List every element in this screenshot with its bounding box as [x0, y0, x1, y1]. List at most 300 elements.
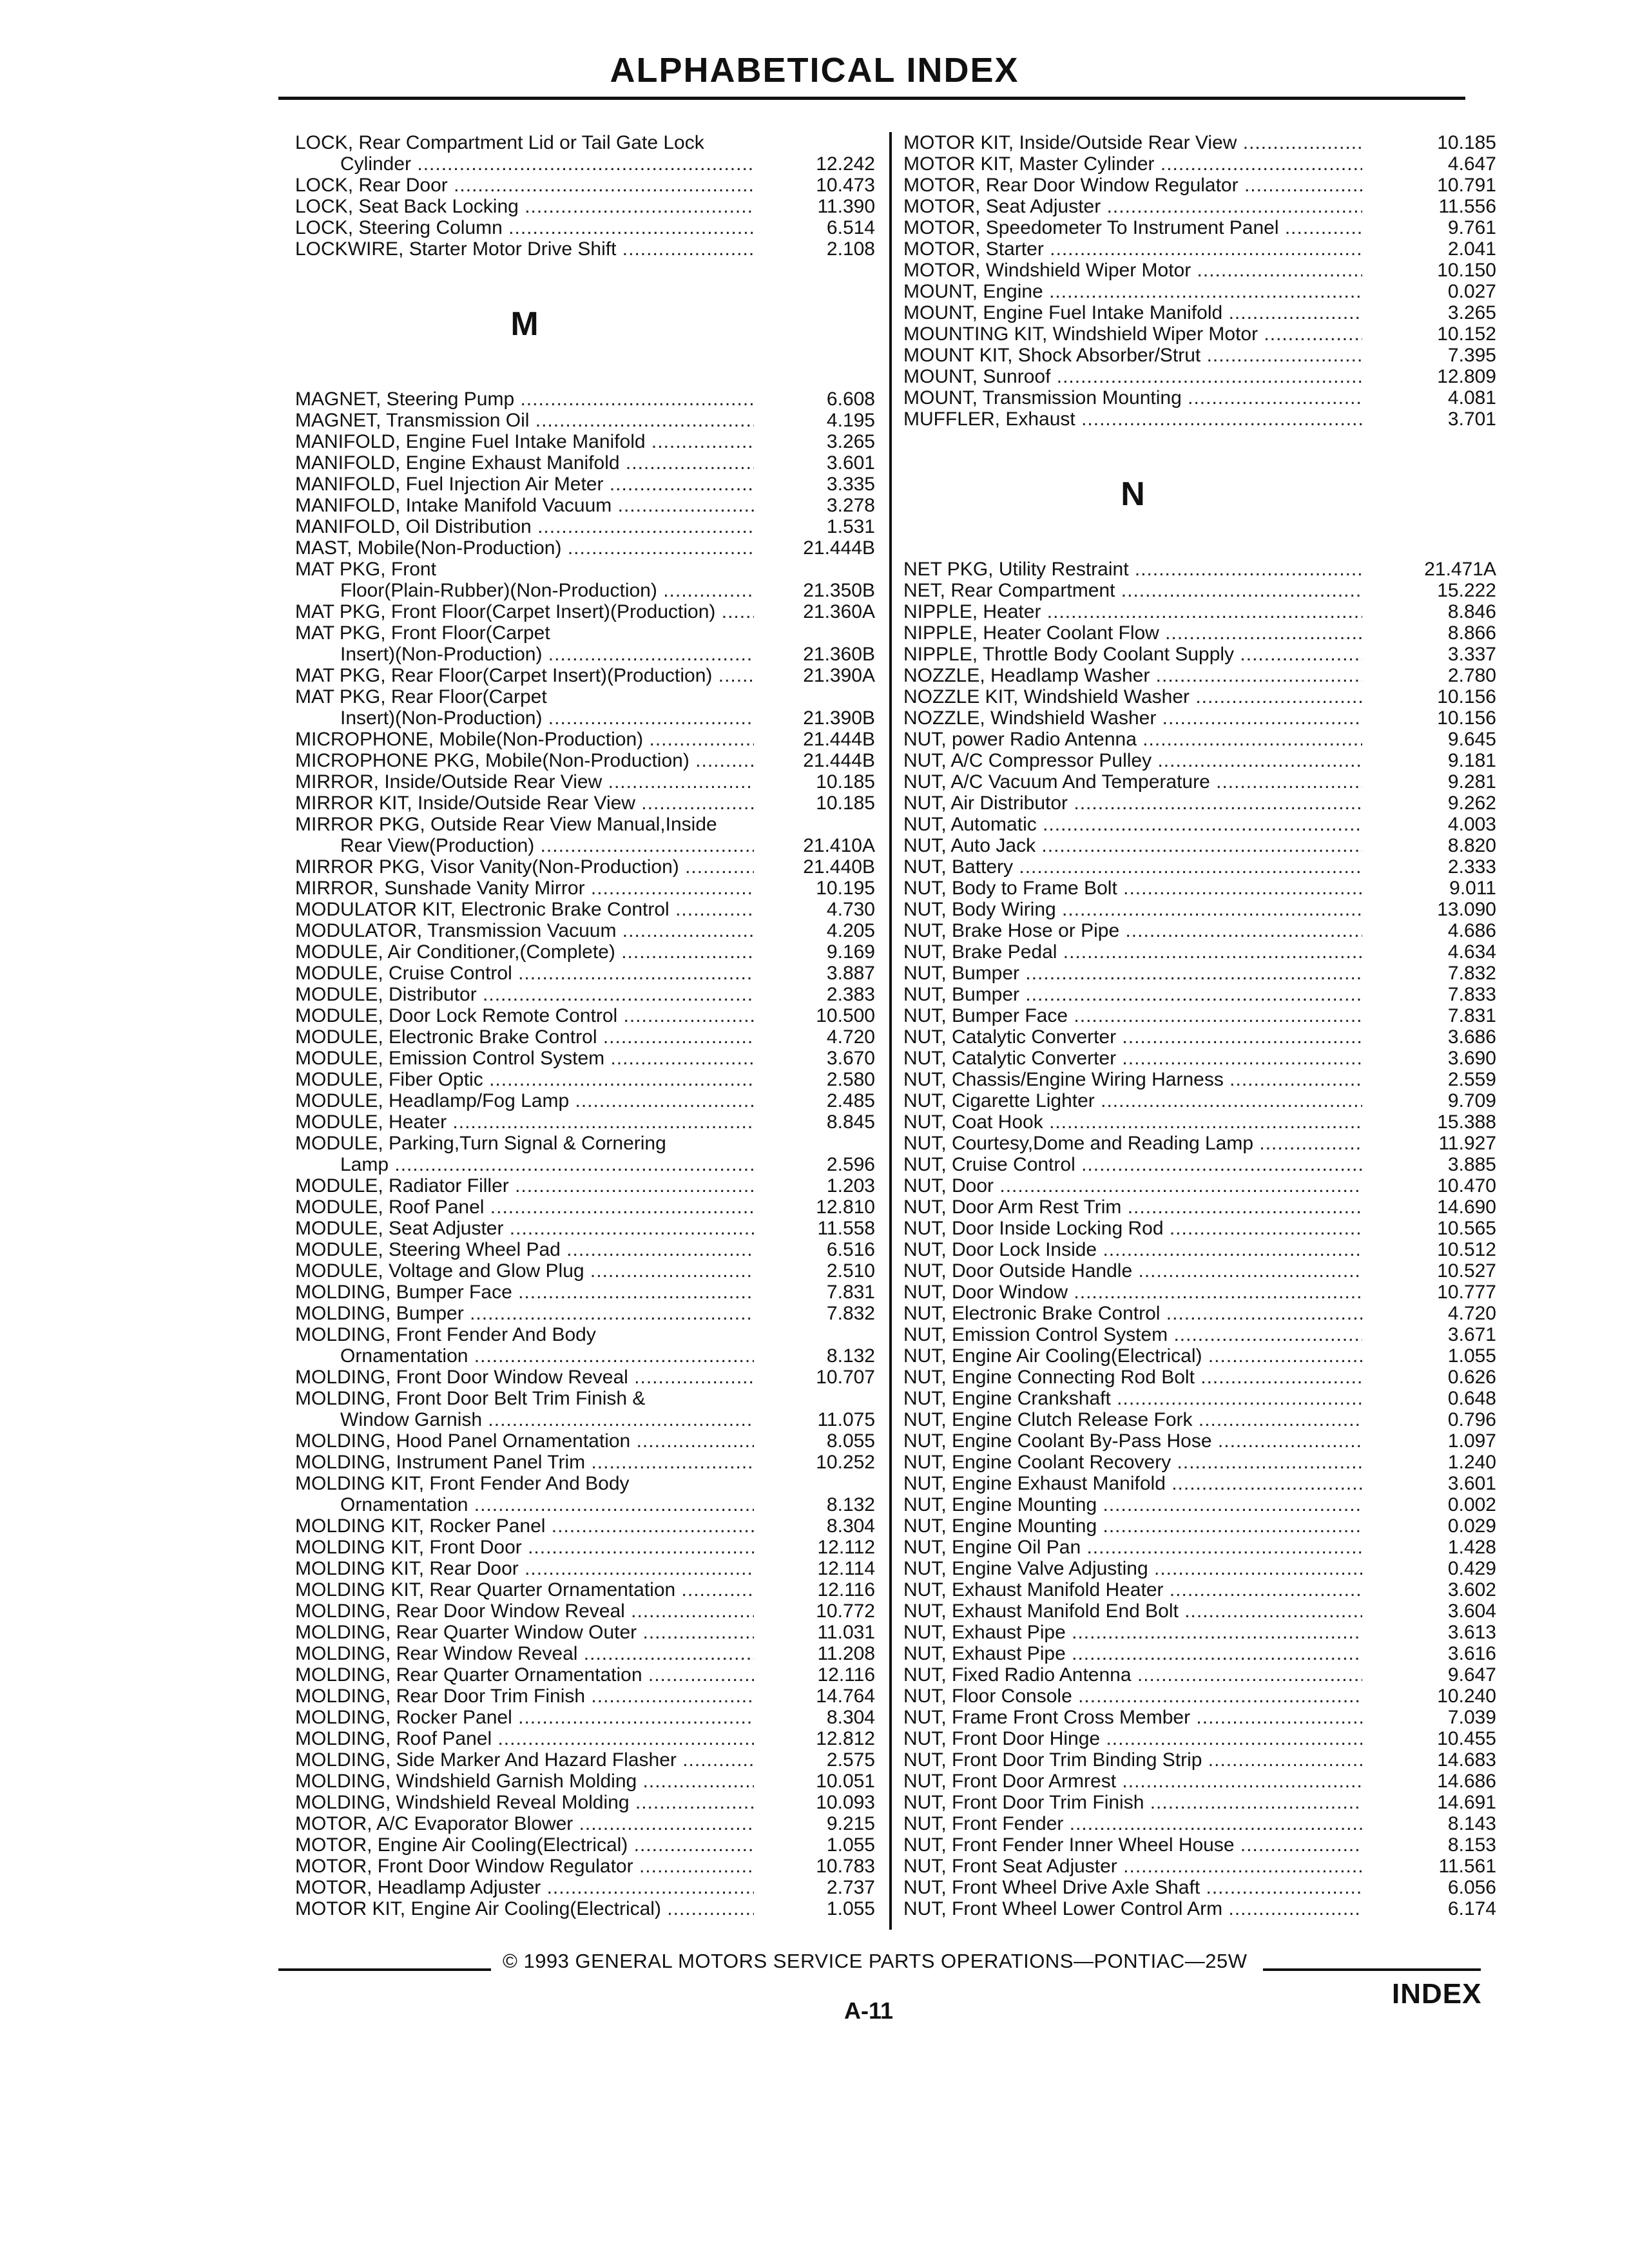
index-entry: [903, 644, 1496, 665]
entry-reference: 1.531: [826, 516, 875, 537]
entry-label: MANIFOLD, Intake Manifold Vacuum .....: [295, 495, 754, 516]
entry-label: NOZZLE KIT, Windshield Washer .....: [903, 686, 1362, 707]
index-entry: [903, 408, 1496, 430]
entry-label-continuation: Insert)(Non-Production) .....: [295, 644, 754, 665]
entry-label: NIPPLE, Heater .....: [903, 601, 1362, 622]
index-entry: [903, 1452, 1496, 1473]
entry-reference: 3.265: [1447, 302, 1496, 323]
index-entry: [903, 1026, 1496, 1048]
entry-label: NUT, Body to Frame Bolt .....: [903, 878, 1362, 899]
entry-reference: 12.114: [817, 1558, 875, 1579]
index-entry: [903, 302, 1496, 323]
entry-label: MAGNET, Steering Pump .....: [295, 389, 754, 410]
entry-label: NUT, Engine Coolant Recovery .....: [903, 1452, 1362, 1473]
entry-reference: 2.596: [826, 1154, 875, 1175]
index-entry: [295, 1813, 875, 1834]
index-entry: [903, 1771, 1496, 1792]
index-entry: [903, 323, 1496, 345]
entry-reference: 7.833: [1447, 984, 1496, 1005]
entry-reference: 8.866: [1447, 622, 1496, 644]
index-entry: [295, 856, 875, 878]
entry-label: MODULE, Door Lock Remote Control .....: [295, 1005, 754, 1026]
index-entry: [295, 217, 875, 238]
entry-label: MOUNT, Transmission Mounting .....: [903, 387, 1362, 408]
index-entry: [295, 1324, 875, 1367]
entry-reference: 12.810: [816, 1196, 875, 1218]
column-divider: [889, 132, 892, 1930]
index-entry: [903, 1877, 1496, 1898]
entry-reference: 12.112: [817, 1537, 875, 1558]
index-entry: [295, 963, 875, 984]
page-number: A-11: [844, 1997, 894, 2024]
index-entry: [903, 1728, 1496, 1749]
entry-reference: 8.304: [826, 1707, 875, 1728]
index-entry: [903, 1005, 1496, 1026]
entry-reference: 0.429: [1447, 1558, 1496, 1579]
entry-reference: 2.510: [826, 1260, 875, 1282]
entry-reference: 10.195: [816, 878, 875, 899]
entry-reference: 6.514: [826, 217, 875, 238]
index-entry: [295, 1090, 875, 1111]
entry-label: MANIFOLD, Engine Exhaust Manifold .....: [295, 452, 754, 474]
index-entry: [903, 1558, 1496, 1579]
entry-label: MOLDING KIT, Front Door .....: [295, 1537, 754, 1558]
entry-label: MODULE, Emission Control System .....: [295, 1048, 754, 1069]
index-entry: [295, 1452, 875, 1473]
entry-label: NUT, Engine Air Cooling(Electrical) .....: [903, 1345, 1362, 1367]
index-entry: [903, 238, 1496, 260]
entry-label: MOTOR, Windshield Wiper Motor .....: [903, 260, 1362, 281]
entry-reference: 14.690: [1437, 1196, 1496, 1218]
entry-label: NUT, Electronic Brake Control .....: [903, 1303, 1362, 1324]
entry-reference: 3.601: [1447, 1473, 1496, 1494]
section-letter: M: [510, 305, 539, 343]
entry-label: NUT, Body Wiring .....: [903, 899, 1362, 920]
index-entry: [903, 1218, 1496, 1239]
entry-reference: 10.455: [1437, 1728, 1496, 1749]
title-rule: [278, 97, 1465, 100]
index-entry: [295, 1771, 875, 1792]
entry-label: MODULE, Roof Panel .....: [295, 1196, 754, 1218]
entry-reference: 8.820: [1447, 835, 1496, 856]
entry-reference: 3.335: [826, 474, 875, 495]
entry-label: NUT, Door Lock Inside .....: [903, 1239, 1362, 1260]
entry-label: NUT, Courtesy,Dome and Reading Lamp .....: [903, 1133, 1362, 1154]
entry-reference: 9.645: [1447, 729, 1496, 750]
entry-label: LOCK, Seat Back Locking .....: [295, 196, 754, 217]
entry-label: MAT PKG, Rear Floor(Carpet Insert)(Production) .....: [295, 665, 754, 686]
entry-reference: 8.132: [826, 1494, 875, 1515]
index-entry: [295, 1749, 875, 1771]
entry-label: NUT, Bumper .....: [903, 984, 1362, 1005]
index-entry: [903, 1133, 1496, 1154]
entry-reference: 3.278: [826, 495, 875, 516]
index-entry: [295, 1537, 875, 1558]
entry-label-continuation: Insert)(Non-Production) .....: [295, 707, 754, 729]
entry-reference: 3.887: [826, 963, 875, 984]
entry-reference: 10.185: [1437, 132, 1496, 153]
index-entry: [903, 132, 1496, 153]
entry-reference: 7.039: [1447, 1707, 1496, 1728]
index-entry: [295, 1473, 875, 1515]
entry-label: MOUNT, Engine .....: [903, 281, 1362, 302]
entry-reference: 10.772: [816, 1600, 875, 1622]
entry-label: NUT, Emission Control System .....: [903, 1324, 1362, 1345]
entry-reference: 21.360B: [803, 644, 875, 665]
index-entry: [295, 474, 875, 495]
index-entry: [295, 1834, 875, 1856]
entry-label: MIRROR KIT, Inside/Outside Rear View .....: [295, 793, 754, 814]
entry-label: LOCK, Steering Column .....: [295, 217, 754, 238]
index-entry: [903, 665, 1496, 686]
index-entry: [903, 1239, 1496, 1260]
entry-label: NUT, power Radio Antenna .....: [903, 729, 1362, 750]
entry-label: MOLDING, Hood Panel Ornamentation .....: [295, 1430, 754, 1452]
entry-reference: 3.613: [1447, 1622, 1496, 1643]
entry-reference: 6.174: [1447, 1898, 1496, 1919]
entry-label: MAT PKG, Front Floor(Carpet Insert)(Production) .....: [295, 601, 754, 622]
entry-label-continuation: Lamp .....: [295, 1154, 754, 1175]
index-entry: [903, 686, 1496, 707]
entry-reference: 1.428: [1447, 1537, 1496, 1558]
entry-label: NUT, Cigarette Lighter .....: [903, 1090, 1362, 1111]
entry-label: NUT, Engine Clutch Release Fork .....: [903, 1409, 1362, 1430]
entry-label: NUT, Air Distributor .....: [903, 793, 1362, 814]
entry-reference: 10.185: [816, 793, 875, 814]
entry-reference: 0.626: [1447, 1367, 1496, 1388]
footer-rule-left: [278, 1968, 491, 1971]
index-entry: [295, 793, 875, 814]
entry-label: MAGNET, Transmission Oil .....: [295, 410, 754, 431]
entry-reference: 4.003: [1447, 814, 1496, 835]
index-entry: [295, 1303, 875, 1324]
index-entry: [903, 281, 1496, 302]
entry-label: MOLDING, Bumper Face .....: [295, 1282, 754, 1303]
entry-reference: 2.737: [826, 1877, 875, 1898]
index-entry: [903, 899, 1496, 920]
entry-label: NUT, Exhaust Manifold End Bolt .....: [903, 1600, 1362, 1622]
index-entry: [295, 1005, 875, 1026]
index-entry: [295, 1856, 875, 1877]
entry-label: MODULE, Heater .....: [295, 1111, 754, 1133]
entry-reference: 10.051: [816, 1771, 875, 1792]
entry-reference: 1.097: [1447, 1430, 1496, 1452]
entry-label: LOCK, Rear Door .....: [295, 175, 754, 196]
entry-label: NUT, Front Fender .....: [903, 1813, 1362, 1834]
entry-reference: 4.730: [826, 899, 875, 920]
entry-reference: 10.500: [816, 1005, 875, 1026]
entry-reference: 4.195: [826, 410, 875, 431]
entry-reference: 10.093: [816, 1792, 875, 1813]
entry-reference: 9.011: [1449, 878, 1496, 899]
entry-reference: 14.686: [1437, 1771, 1496, 1792]
entry-reference: 21.360A: [803, 601, 875, 622]
entry-label: NUT, Brake Hose or Pipe .....: [903, 920, 1362, 941]
entry-label: NUT, Brake Pedal .....: [903, 941, 1362, 963]
index-entry: [903, 856, 1496, 878]
entry-label: NUT, Catalytic Converter .....: [903, 1026, 1362, 1048]
index-entry: [903, 1388, 1496, 1409]
index-entry: [903, 750, 1496, 771]
entry-reference: 4.720: [1447, 1303, 1496, 1324]
entry-reference: 14.683: [1437, 1749, 1496, 1771]
index-entry: [903, 1622, 1496, 1643]
index-entry: [903, 559, 1496, 580]
entry-label: NIPPLE, Throttle Body Coolant Supply .....: [903, 644, 1362, 665]
entry-label: NUT, Exhaust Pipe .....: [903, 1643, 1362, 1664]
entry-label: MODULE, Parking,Turn Signal & Cornering: [295, 1133, 666, 1154]
entry-label: MOTOR, A/C Evaporator Blower .....: [295, 1813, 754, 1834]
index-entry: [295, 1792, 875, 1813]
entry-reference: 9.761: [1447, 217, 1496, 238]
entry-label: NUT, Floor Console .....: [903, 1686, 1362, 1707]
index-entry: [295, 750, 875, 771]
index-entry: [903, 1664, 1496, 1686]
entry-label: MOTOR, Headlamp Adjuster .....: [295, 1877, 754, 1898]
index-entry: [903, 963, 1496, 984]
entry-label: NUT, Front Wheel Lower Control Arm .....: [903, 1898, 1362, 1919]
index-entry: [903, 622, 1496, 644]
entry-reference: 6.056: [1447, 1877, 1496, 1898]
entry-reference: 3.885: [1447, 1154, 1496, 1175]
entry-reference: 7.395: [1447, 345, 1496, 366]
index-entry: [295, 1898, 875, 1919]
entry-reference: 14.691: [1437, 1792, 1496, 1813]
entry-reference: 8.304: [826, 1515, 875, 1537]
index-entry: [903, 366, 1496, 387]
index-entry: [295, 495, 875, 516]
entry-label-continuation: Rear View(Production) .....: [295, 835, 754, 856]
entry-reference: 10.791: [1437, 175, 1496, 196]
entry-label-continuation: Ornamentation .....: [295, 1494, 754, 1515]
entry-reference: 0.002: [1447, 1494, 1496, 1515]
entry-label: MANIFOLD, Oil Distribution .....: [295, 516, 754, 537]
entry-reference: 2.580: [826, 1069, 875, 1090]
index-entry: [295, 196, 875, 217]
index-entry: [903, 260, 1496, 281]
entry-label: NET PKG, Utility Restraint .....: [903, 559, 1362, 580]
entry-reference: 4.634: [1447, 941, 1496, 963]
entry-reference: 1.055: [1447, 1345, 1496, 1367]
entry-label: MOLDING, Windshield Reveal Molding .....: [295, 1792, 754, 1813]
entry-reference: 0.029: [1447, 1515, 1496, 1537]
entry-label: MODULE, Voltage and Glow Plug .....: [295, 1260, 754, 1282]
entry-reference: 3.604: [1447, 1600, 1496, 1622]
index-entry: [295, 665, 875, 686]
index-entry: [903, 1515, 1496, 1537]
page-title: ALPHABETICAL INDEX: [610, 51, 1019, 90]
entry-label: MOLDING, Instrument Panel Trim .....: [295, 1452, 754, 1473]
entry-label: NUT, Auto Jack .....: [903, 835, 1362, 856]
index-entry: [295, 1515, 875, 1537]
entry-label: MODULE, Seat Adjuster .....: [295, 1218, 754, 1239]
entry-label: NUT, Front Door Armrest .....: [903, 1771, 1362, 1792]
entry-reference: 10.565: [1437, 1218, 1496, 1239]
entry-label: MOLDING, Roof Panel .....: [295, 1728, 754, 1749]
index-entry: [295, 1643, 875, 1664]
entry-label: MOLDING, Rear Door Trim Finish .....: [295, 1686, 754, 1707]
entry-label: MOLDING KIT, Rear Quarter Ornamentation .....: [295, 1579, 754, 1600]
entry-reference: 2.780: [1447, 665, 1496, 686]
entry-reference: 9.281: [1447, 771, 1496, 793]
index-entry: [903, 1367, 1496, 1388]
index-entry: [295, 814, 875, 856]
index-entry: [295, 1133, 875, 1175]
entry-reference: 2.485: [826, 1090, 875, 1111]
index-entry: [903, 1048, 1496, 1069]
index-entry: [903, 771, 1496, 793]
entry-label: MANIFOLD, Engine Fuel Intake Manifold .....: [295, 431, 754, 452]
entry-label: MOLDING, Bumper .....: [295, 1303, 754, 1324]
entry-label: NUT, Engine Mounting .....: [903, 1494, 1362, 1515]
entry-reference: 1.055: [826, 1834, 875, 1856]
entry-label: NUT, Exhaust Pipe .....: [903, 1622, 1362, 1643]
left-column: [295, 132, 875, 1919]
index-entry: [903, 1260, 1496, 1282]
index-entry: [903, 1600, 1496, 1622]
entry-label: MUFFLER, Exhaust .....: [903, 408, 1362, 430]
entry-reference: 12.809: [1437, 366, 1496, 387]
entry-reference: 3.616: [1447, 1643, 1496, 1664]
entry-label: NUT, Bumper Face .....: [903, 1005, 1362, 1026]
entry-reference: 1.055: [826, 1898, 875, 1919]
entry-label: MICROPHONE PKG, Mobile(Non-Production) .....: [295, 750, 754, 771]
entry-reference: 10.512: [1437, 1239, 1496, 1260]
index-entry: [903, 1430, 1496, 1452]
entry-label: LOCK, Rear Compartment Lid or Tail Gate Lock: [295, 132, 704, 153]
entry-label: MOLDING, Rear Quarter Window Outer .....: [295, 1622, 754, 1643]
index-entry: [903, 1409, 1496, 1430]
index-entry: [295, 1175, 875, 1196]
entry-reference: 10.240: [1437, 1686, 1496, 1707]
entry-reference: 10.777: [1437, 1282, 1496, 1303]
index-entry: [903, 1196, 1496, 1218]
entry-reference: 15.388: [1437, 1111, 1496, 1133]
entry-label: MANIFOLD, Fuel Injection Air Meter .....: [295, 474, 754, 495]
entry-reference: 10.185: [816, 771, 875, 793]
entry-reference: 15.222: [1437, 580, 1496, 601]
entry-label: MOUNT, Engine Fuel Intake Manifold .....: [903, 302, 1362, 323]
entry-label: NUT, Front Door Trim Binding Strip .....: [903, 1749, 1362, 1771]
entry-reference: 2.383: [826, 984, 875, 1005]
entry-label: NUT, Engine Mounting .....: [903, 1515, 1362, 1537]
index-entry: [903, 1324, 1496, 1345]
index-entry: [295, 1388, 875, 1430]
copyright-notice: © 1993 GENERAL MOTORS SERVICE PARTS OPERATIONS—PONTIAC—25W: [503, 1950, 1248, 1972]
entry-label: NUT, Engine Coolant By-Pass Hose .....: [903, 1430, 1362, 1452]
entry-label: MODULE, Air Conditioner,(Complete) .....: [295, 941, 754, 963]
entry-reference: 9.262: [1447, 793, 1496, 814]
index-entry: [903, 1069, 1496, 1090]
entry-reference: 9.215: [826, 1813, 875, 1834]
entry-label: MODULATOR, Transmission Vacuum .....: [295, 920, 754, 941]
index-entry: [295, 941, 875, 963]
index-entry: [295, 1877, 875, 1898]
entry-label: MOTOR, Engine Air Cooling(Electrical) .....: [295, 1834, 754, 1856]
entry-label: MOLDING, Rear Quarter Ornamentation .....: [295, 1664, 754, 1686]
entry-reference: 9.181: [1447, 750, 1496, 771]
index-entry: [903, 984, 1496, 1005]
entry-label: MOLDING, Rocker Panel .....: [295, 1707, 754, 1728]
entry-reference: 10.152: [1437, 323, 1496, 345]
entry-reference: 11.558: [817, 1218, 875, 1239]
entry-reference: 8.055: [826, 1430, 875, 1452]
entry-label: NUT, Cruise Control .....: [903, 1154, 1362, 1175]
index-entry: [295, 1664, 875, 1686]
entry-label: NUT, Engine Connecting Rod Bolt .....: [903, 1367, 1362, 1388]
index-entry: [295, 431, 875, 452]
index-entry: [295, 729, 875, 750]
entry-reference: 10.707: [816, 1367, 875, 1388]
index-entry: [903, 601, 1496, 622]
entry-label: NIPPLE, Heater Coolant Flow .....: [903, 622, 1362, 644]
index-entry: [295, 1430, 875, 1452]
index-entry: [295, 1686, 875, 1707]
entry-reference: 21.410A: [803, 835, 875, 856]
entry-reference: 10.473: [816, 175, 875, 196]
index-entry: [903, 793, 1496, 814]
index-entry: [295, 132, 875, 175]
index-entry: [903, 920, 1496, 941]
entry-label: MOLDING, Front Fender And Body: [295, 1324, 596, 1345]
index-entry: [903, 1792, 1496, 1813]
index-entry: [903, 345, 1496, 366]
entry-label: MICROPHONE, Mobile(Non-Production) .....: [295, 729, 754, 750]
entry-label: NUT, A/C Vacuum And Temperature .....: [903, 771, 1362, 793]
entry-reference: 3.337: [1447, 644, 1496, 665]
index-entry: [903, 1686, 1496, 1707]
index-entry: [903, 580, 1496, 601]
index-entry: [295, 1048, 875, 1069]
entry-reference: 21.444B: [803, 537, 875, 559]
entry-label: MOLDING, Rear Door Window Reveal .....: [295, 1600, 754, 1622]
index-entry: [903, 175, 1496, 196]
entry-label: NUT, Engine Oil Pan .....: [903, 1537, 1362, 1558]
entry-label: NUT, Frame Front Cross Member .....: [903, 1707, 1362, 1728]
entry-reference: 4.205: [826, 920, 875, 941]
entry-label: NUT, Bumper .....: [903, 963, 1362, 984]
entry-label: NUT, Automatic .....: [903, 814, 1362, 835]
entry-reference: 1.240: [1447, 1452, 1496, 1473]
index-entry: [903, 1537, 1496, 1558]
index-entry: [903, 1345, 1496, 1367]
index-entry: [295, 686, 875, 729]
entry-reference: 21.444B: [803, 750, 875, 771]
entry-reference: 4.720: [826, 1026, 875, 1048]
entry-label: MOTOR, Rear Door Window Regulator .....: [903, 175, 1362, 196]
entry-label-continuation: Floor(Plain-Rubber)(Non-Production) .....: [295, 580, 754, 601]
index-entry: [903, 217, 1496, 238]
entry-label: MODULE, Cruise Control .....: [295, 963, 754, 984]
entry-reference: 21.390A: [803, 665, 875, 686]
entry-reference: 11.561: [1438, 1856, 1496, 1877]
entry-label: MIRROR, Inside/Outside Rear View .....: [295, 771, 754, 793]
entry-reference: 9.709: [1447, 1090, 1496, 1111]
index-entry: [295, 1367, 875, 1388]
index-entry: [903, 387, 1496, 408]
entry-label: MOTOR KIT, Inside/Outside Rear View .....: [903, 132, 1362, 153]
index-entry: [295, 771, 875, 793]
entry-label: NUT, Exhaust Manifold Heater .....: [903, 1579, 1362, 1600]
index-entry: [295, 1600, 875, 1622]
entry-label: NUT, Front Wheel Drive Axle Shaft .....: [903, 1877, 1362, 1898]
index-entry: [295, 1558, 875, 1579]
index-entry: [295, 1579, 875, 1600]
entry-label: NUT, Fixed Radio Antenna .....: [903, 1664, 1362, 1686]
right-column: [903, 132, 1496, 1919]
entry-label: NUT, Coat Hook .....: [903, 1111, 1362, 1133]
entry-label: MOLDING, Front Door Window Reveal .....: [295, 1367, 754, 1388]
